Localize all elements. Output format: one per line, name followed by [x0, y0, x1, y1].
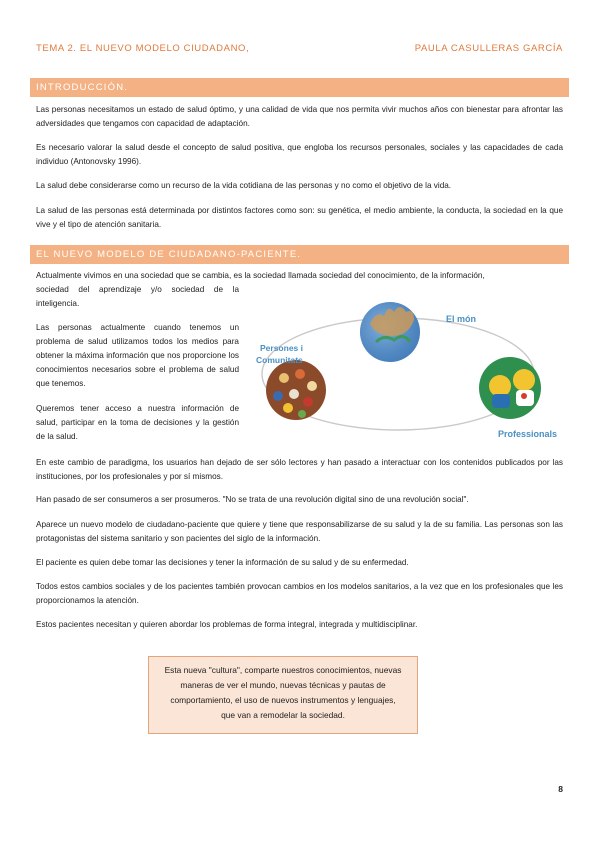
- communities-image: [266, 360, 326, 420]
- page-number: 8: [558, 784, 563, 794]
- paragraph: Todos estos cambios sociales y de los pacientes también provocan cambios en los modelos sanitarios, a la vez que en los profesionales que les proporcionamos la atención.: [36, 582, 563, 605]
- paragraph: Queremos tener acceso a nuestra información de salud, participar en la toma de decisiones y la gestión de la salud.: [36, 404, 239, 441]
- world-hands-image: [360, 302, 420, 362]
- paragraph: Han pasado de ser consumeros a ser prosumeros. "No se trata de una revolución digital sino de una revolución social".: [36, 495, 469, 504]
- label-people-2: Comunitats: [256, 355, 303, 365]
- section-title-model: EL NUEVO MODELO DE CIUDADANO-PACIENTE.: [30, 245, 569, 264]
- paragraph: La salud de las personas está determinada por distintos factores como son: su genética, el medio ambiente, la conducta, la sociedad en la que vive y el tipo de atención sanitaria.: [36, 206, 563, 229]
- header-right: PAULA CASULLERAS GARCÍA: [414, 43, 563, 54]
- section-title-intro: INTRODUCCIÓN.: [30, 78, 569, 97]
- label-professionals: Professionals: [498, 429, 558, 439]
- paragraph: En este cambio de paradigma, los usuarios han dejado de ser sólo lectores y han pasado a interactuar con los contenidos publicados por las instituciones, por los profesionales y por sí mismos.: [36, 458, 563, 481]
- paragraph: Actualmente vivimos en una sociedad que se cambia, es la sociedad llamada sociedad del conocimiento, de la información,: [36, 271, 485, 280]
- paragraph: Las personas actualmente cuando tenemos un problema de salud utilizamos todos los medios para obtener la máxima información que nos proporcione los conocimientos necesarios sobre el problema de salud que tenemos.: [36, 323, 239, 388]
- label-people-1: Persones i: [260, 343, 303, 353]
- label-world: El món: [446, 314, 477, 324]
- paragraph: sociedad del aprendizaje y/o sociedad de la inteligencia.: [36, 285, 239, 308]
- paragraph: Es necesario valorar la salud desde el concepto de salud positiva, que engloba los recursos personales, sociales y las capacidades de cada individuo (Antonovsky 1996).: [36, 143, 563, 166]
- professionals-image: [479, 357, 541, 419]
- paragraph: Las personas necesitamos un estado de salud óptimo, y una calidad de vida que nos permita vivir muchos años con bienestar para afrontar las adversidades que tengamos con capacidad de adaptación.: [36, 105, 563, 128]
- patient-model-illustration: [248, 298, 570, 446]
- callout-box: Esta nueva "cultura", comparte nuestros conocimientos, nuevas maneras de ver el mundo, nuevas técnicas y pautas de comportamiento, el uso de nuevos instrumentos y lenguajes, que van a remodelar la sociedad.: [148, 656, 418, 734]
- paragraph: Aparece un nuevo modelo de ciudadano-paciente que quiere y tiene que responsabilizarse de su salud y la de su familia. Las personas son las protagonistas del sistema sanitario y son pacientes del siglo de la información.: [36, 520, 563, 543]
- paragraph: Estos pacientes necesitan y quieren abordar los problemas de forma integral, integrada y multidisciplinar.: [36, 620, 418, 629]
- header-left: TEMA 2. EL NUEVO MODELO CIUDADANO,: [36, 43, 250, 54]
- paragraph: El paciente es quien debe tomar las decisiones y tener la información de su salud y de su enfermedad.: [36, 558, 409, 567]
- paragraph: La salud debe considerarse como un recurso de la vida cotidiana de las personas y no como el objetivo de la vida.: [36, 181, 452, 190]
